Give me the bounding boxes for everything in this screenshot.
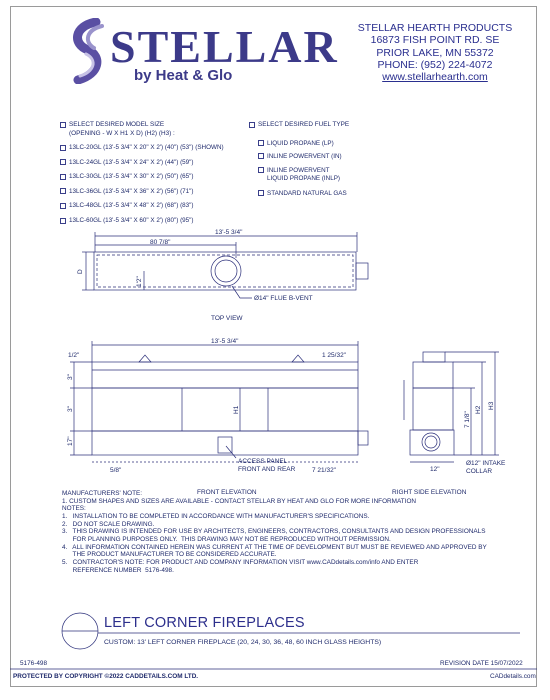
brand-name: STELLAR xyxy=(110,21,339,72)
front-dim-3a: 3" xyxy=(67,374,74,380)
note-line: 3. THIS DRAWING IS INTENDED FOR USE BY ARCHITECTS, ENGINEERS, CONTRACTORS, CONSULTANTS AND DESIGN PROFESSIONALS xyxy=(62,528,486,536)
side-elevation-drawing xyxy=(404,352,499,462)
fuel-option-label: STANDARD NATURAL GAS xyxy=(267,190,347,197)
top-half-depth-dim: 1'2" xyxy=(136,276,143,287)
fuel-option-label: LIQUID PROPANE (INLP) xyxy=(267,175,341,182)
front-dim-17: 17" xyxy=(67,436,74,446)
top-view-caption: TOP VIEW xyxy=(211,315,243,322)
side-h2-label: H2 xyxy=(475,405,482,414)
model-option-label: 13LC-36GL (13'-5 3/4" X 36" X 2') (56") (71") xyxy=(69,187,194,195)
caddetails-link[interactable]: CADdetails.com xyxy=(490,673,536,680)
flue-label: Ø14" FLUE B-VENT xyxy=(254,295,313,302)
top-offset-dim: 80 7/8" xyxy=(150,239,171,246)
note-line: FOR PLANNING PURPOSES ONLY. THIS DRAWING MAY NOT BE REPRODUCED WITHOUT PERMISSION. xyxy=(62,535,391,543)
note-line: REFERENCE NUMBER 5176-498. xyxy=(62,566,174,574)
company-street: 16873 FISH POINT RD. SE xyxy=(370,34,500,47)
intake-line1: Ø12" INTAKE xyxy=(466,460,506,467)
model-select-subheading: (OPENING - W X H1 X D) (H2) (H3) : xyxy=(69,130,175,137)
top-width-dim: 13'-5 3/4" xyxy=(215,229,243,236)
access-panel-line2: FRONT AND REAR xyxy=(238,466,296,473)
front-h1-label: H1 xyxy=(233,405,240,414)
fuel-option-label: LIQUID PROPANE (LP) xyxy=(267,140,334,147)
company-name: STELLAR HEARTH PRODUCTS xyxy=(357,22,513,34)
manufacturer-note-heading: MANUFACTURERS' NOTE: xyxy=(62,490,143,497)
front-dim-3b: 3" xyxy=(67,406,74,412)
intake-line2: COLLAR xyxy=(466,468,493,475)
note-line: THE PRODUCT MANUFACTURER TO BE CONSIDERED ACCURATE. xyxy=(62,551,277,559)
model-option-label: 13LC-24GL (13'-5 3/4" X 24" X 2') (44") (59") xyxy=(69,158,194,166)
side-dim-12: 12" xyxy=(430,466,440,473)
fuel-select-heading: SELECT DESIRED FUEL TYPE xyxy=(249,121,349,129)
side-elevation-caption: RIGHT SIDE ELEVATION xyxy=(392,489,467,496)
front-bottom-left: 5/8" xyxy=(110,467,122,474)
reference-number: 5176-498 xyxy=(20,660,48,667)
model-option-label: 13LC-20GL (13'-5 3/4" X 20" X 2') (40") (53") (SHOWN) xyxy=(69,144,224,151)
top-depth-dim: D xyxy=(77,269,84,274)
note-line: 4. ALL INFORMATION CONTAINED HEREIN WAS CURRENT AT THE TIME OF DEVELOPMENT BUT MUST BE REVIEWED AND APPROVED BY xyxy=(62,543,487,551)
front-right-offset: 1 25/32" xyxy=(322,352,346,359)
fuel-option-label: INLINE POWERVENT (IN) xyxy=(267,153,342,160)
fuel-option-label: INLINE POWERVENT xyxy=(267,167,330,174)
notes-block xyxy=(62,490,487,574)
note-line: 2. DO NOT SCALE DRAWING. xyxy=(62,520,155,528)
drawing-title: LEFT CORNER FIREPLACES xyxy=(104,615,305,631)
model-select-heading: SELECT DESIRED MODEL SIZE xyxy=(60,121,164,129)
revision-date: REVISION DATE 15/07/2022 xyxy=(440,660,523,667)
note-line: 1. INSTALLATION TO BE COMPLETED IN ACCORDANCE WITH MANUFACTURER'S SPECIFICATIONS. xyxy=(62,512,370,520)
brand-tagline: by Heat & Glo xyxy=(134,67,233,84)
company-city: PRIOR LAKE, MN 55372 xyxy=(376,46,494,59)
front-left-offset: 1/2" xyxy=(68,352,80,359)
model-option-label: 13LC-48GL (13'-5 3/4" X 48" X 2') (68") (83") xyxy=(69,202,194,210)
drawing-subtitle: CUSTOM: 13' LEFT CORNER FIREPLACE (20, 24, 30, 36, 48, 60 INCH GLASS HEIGHTS) xyxy=(104,639,382,646)
front-elevation-drawing xyxy=(70,341,368,462)
access-panel-line1: ACCESS PANEL xyxy=(238,458,288,465)
model-option-label: 13LC-60GL (13'-5 3/4" X 60" X 2') (80") (95") xyxy=(69,217,194,224)
note-lines xyxy=(62,513,487,574)
company-web[interactable]: www.stellarhearth.com xyxy=(382,71,488,84)
copyright: PROTECTED BY COPYRIGHT ©2022 CADDETAILS.COM LTD. xyxy=(13,673,199,680)
notes-heading: NOTES: xyxy=(62,505,86,513)
top-view-drawing xyxy=(82,232,368,298)
side-dim-718: 7 1/8" xyxy=(464,411,471,428)
side-h3-label: H3 xyxy=(488,401,495,410)
note-line: 5. CONTRACTOR'S NOTE: FOR PRODUCT AND COMPANY INFORMATION VISIT www.CADdetails.com/info AND ENTER xyxy=(62,558,419,566)
front-bottom-right: 7 21/32" xyxy=(312,467,336,474)
front-width-dim: 13'-5 3/4" xyxy=(211,338,239,345)
company-phone: PHONE: (952) 224-4072 xyxy=(377,58,493,71)
manufacturer-note: 1. CUSTOM SHAPES AND SIZES ARE AVAILABLE - CONTACT STELLAR BY HEAT AND GLO FOR MORE INFORMATION xyxy=(62,497,417,505)
front-elevation-caption: FRONT ELEVATION xyxy=(197,489,257,496)
model-option-label: 13LC-30GL (13'-5 3/4" X 30" X 2') (50") (65") xyxy=(69,173,194,181)
